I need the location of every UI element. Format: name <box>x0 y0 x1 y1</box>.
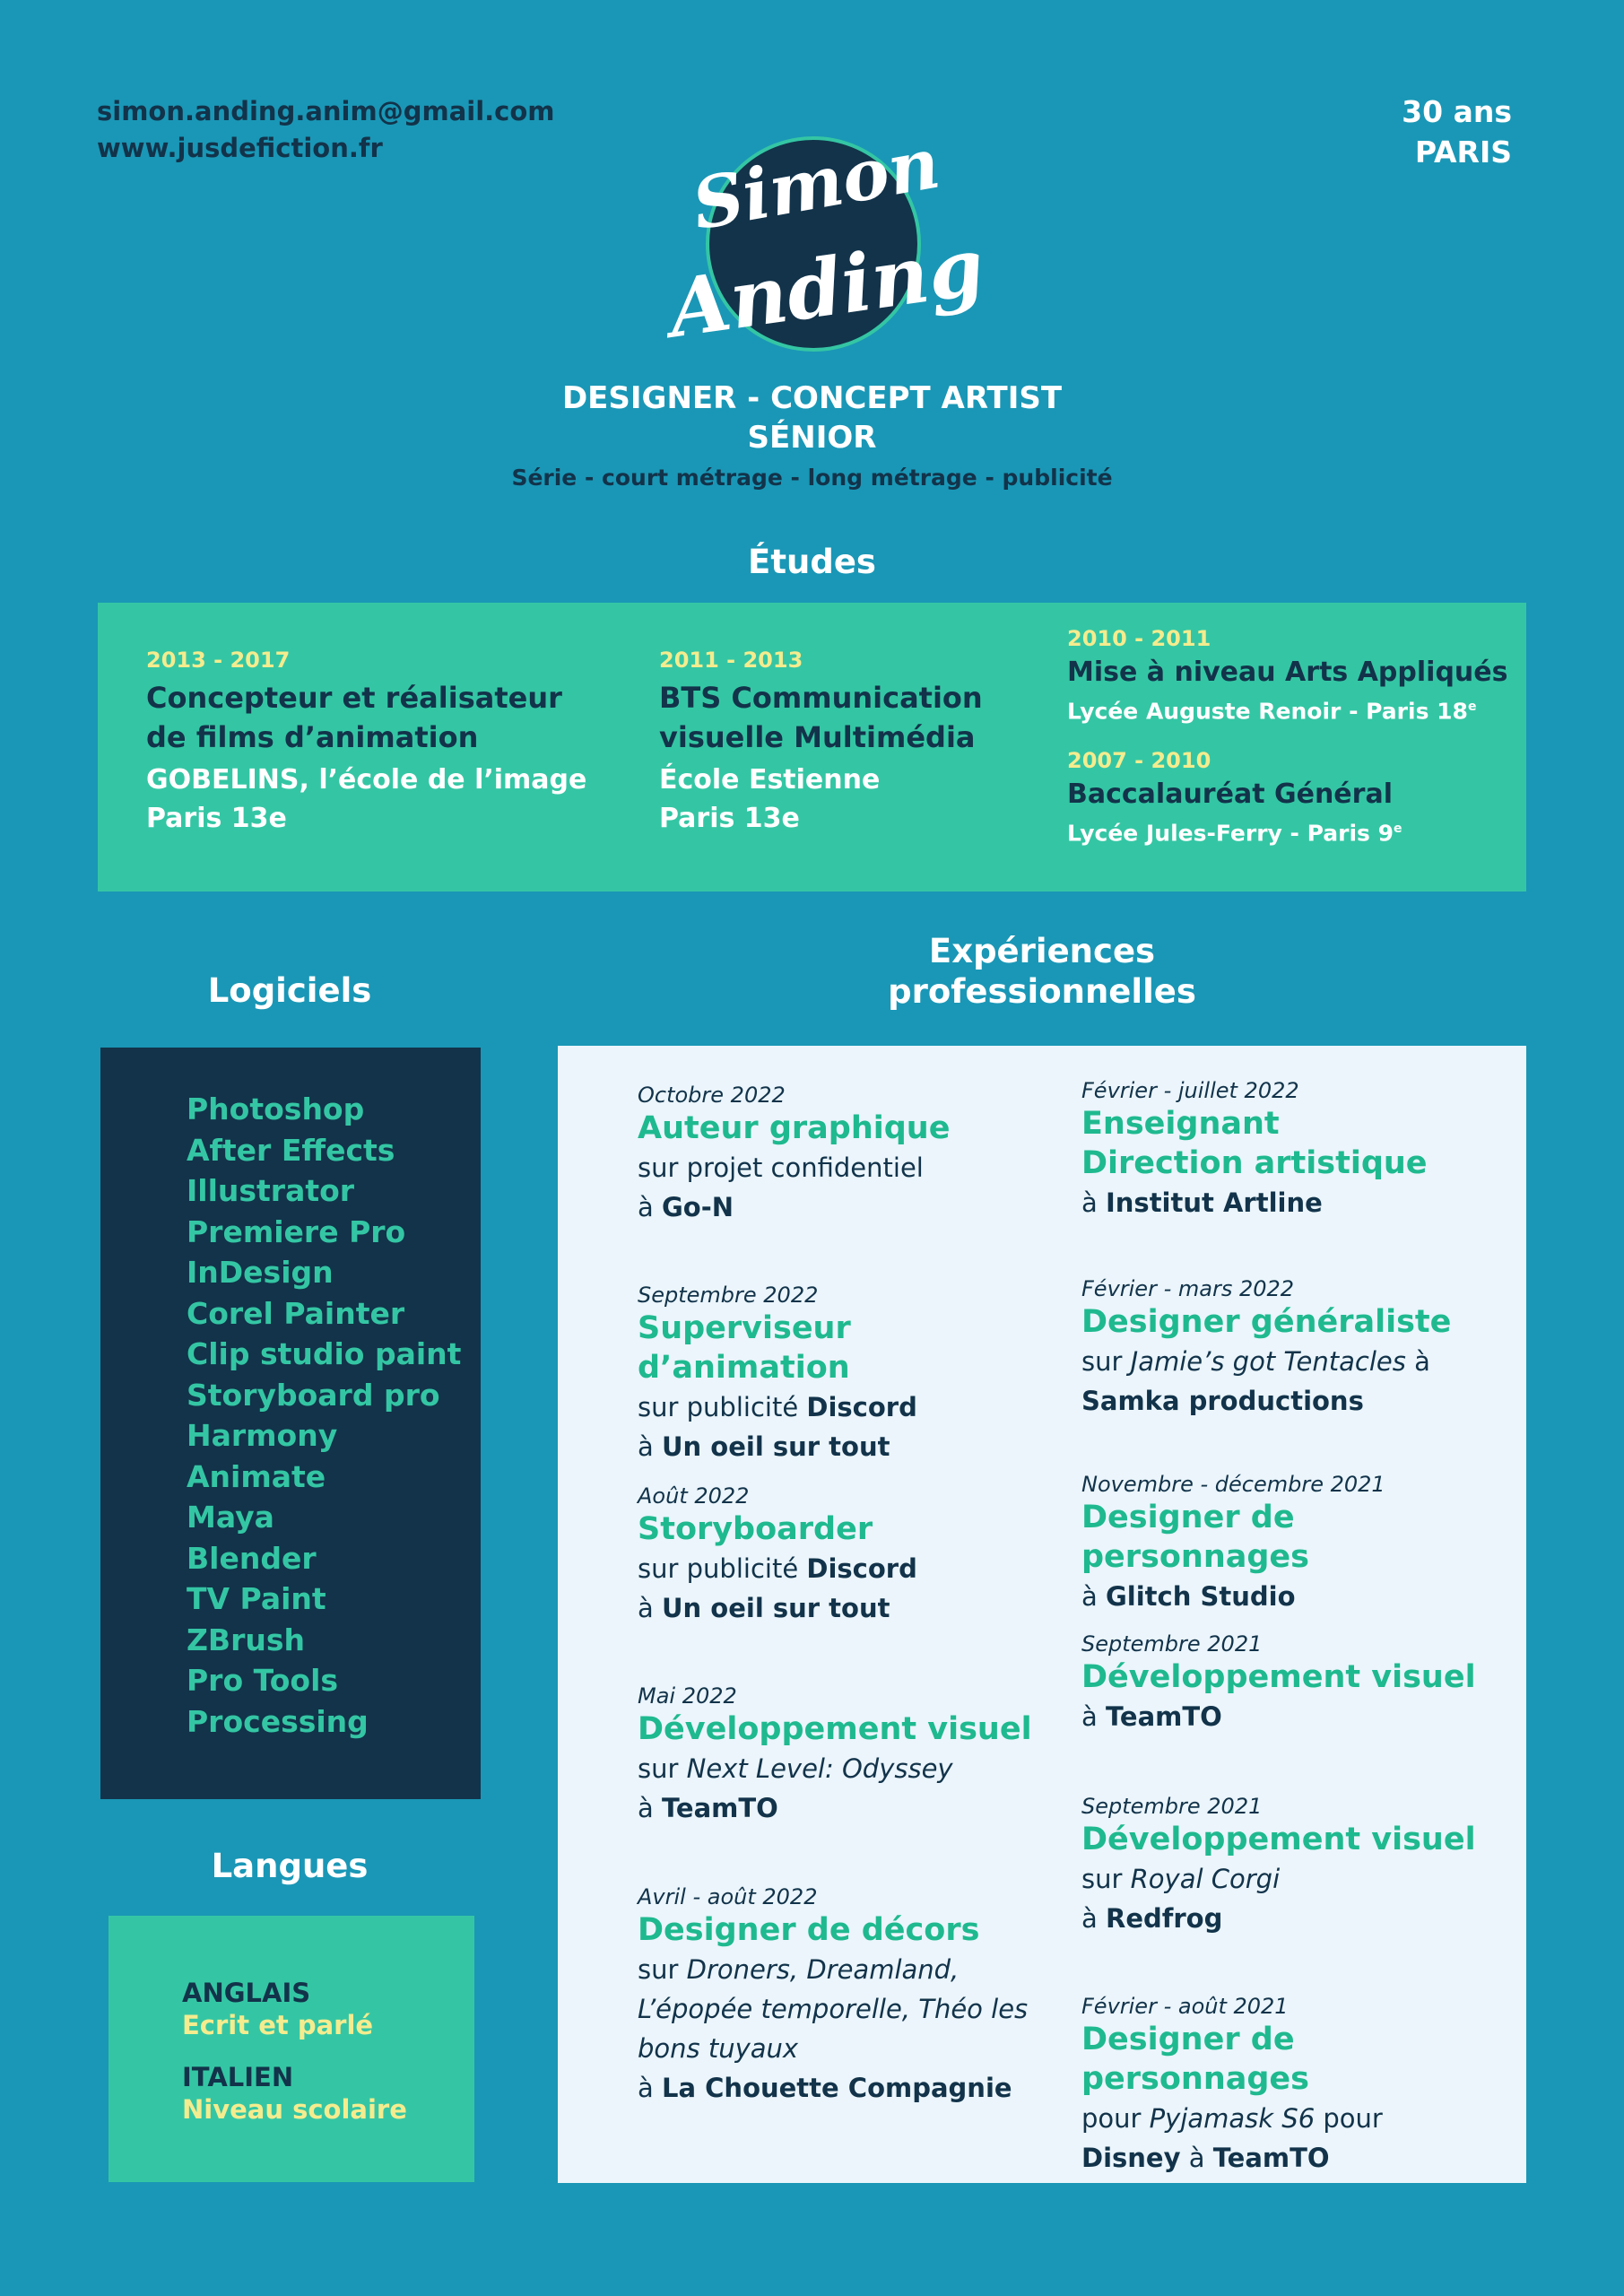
experience-item <box>1081 1993 1503 2178</box>
education-item <box>146 648 586 838</box>
language-level: Ecrit et parlé <box>182 2010 374 2040</box>
age-text: 30 ans <box>1402 94 1512 129</box>
experience-text: à <box>638 1192 662 1222</box>
experience-company <box>1081 1183 1503 1222</box>
education-degree-line: BTS Communication <box>659 681 983 715</box>
experience-text: à <box>1405 1346 1430 1377</box>
education-degree-line: visuelle Multimédia <box>659 720 976 754</box>
experience-text: pour <box>1315 2103 1383 2134</box>
experience-project: Droners, Dreamland, <box>686 1954 960 1985</box>
experience-company <box>638 1788 1059 1828</box>
age-city-block <box>1402 91 1512 172</box>
education-school-text: Lycée Auguste Renoir - Paris 18 <box>1067 698 1468 725</box>
education-degree-line: Concepteur et réalisateur <box>146 681 562 715</box>
experience-project: Next Level: Odyssey <box>686 1753 953 1784</box>
experience-role-line: Enseignant <box>1081 1106 1280 1142</box>
software-item: After Effects <box>187 1132 395 1168</box>
education-school <box>146 761 586 838</box>
experience-company <box>1081 1899 1503 1938</box>
education-degree: Baccalauréat Général <box>1067 778 1393 810</box>
experience-item <box>638 1082 1059 1227</box>
experience-date: Avril - août 2022 <box>638 1884 818 1909</box>
experience-item <box>1081 1793 1503 1938</box>
software-item: Blender <box>187 1540 317 1576</box>
experience-detail <box>638 1387 1059 1427</box>
education-years: 2010 - 2011 <box>1067 626 1211 651</box>
experience-role: Développement visuel <box>1081 1659 1476 1695</box>
experience-text: pour <box>1081 2103 1150 2134</box>
experiences-heading-line: professionnelles <box>888 972 1196 1011</box>
experience-item <box>1081 1275 1503 1421</box>
job-title <box>0 378 1624 457</box>
education-years: 2007 - 2010 <box>1067 748 1211 773</box>
experience-client: Discord <box>806 1553 917 1584</box>
education-item <box>1067 748 1403 849</box>
experience-item <box>638 1282 1059 1466</box>
experience-detail: bons tuyaux <box>638 2033 799 2064</box>
experience-text: sur <box>1081 1864 1131 1894</box>
experience-project: Jamie’s got Tentacles <box>1130 1346 1406 1377</box>
etudes-panel <box>98 603 1526 891</box>
experience-company <box>638 2068 1059 2108</box>
experience-date: Février - juillet 2022 <box>1081 1078 1299 1103</box>
experience-role: Auteur graphique <box>638 1110 951 1146</box>
experience-detail <box>638 1549 1059 1588</box>
experience-company-name: Redfrog <box>1106 1903 1223 1934</box>
experience-company-name: Un oeil sur tout <box>662 1593 890 1623</box>
education-item <box>659 648 983 838</box>
experience-item <box>1081 1077 1503 1222</box>
experience-company <box>638 1588 1059 1628</box>
education-item <box>1067 626 1507 727</box>
software-item: Maya <box>187 1500 274 1535</box>
experience-role <box>1081 1104 1503 1183</box>
job-subtitle: Série - court métrage - long métrage - publicité <box>511 465 1113 491</box>
experience-text: sur publicité <box>638 1553 807 1584</box>
language-level: Niveau scolaire <box>182 2094 407 2125</box>
experience-date: Mai 2022 <box>638 1683 737 1709</box>
experience-detail <box>638 1749 1059 1788</box>
experience-item <box>1081 1631 1503 1736</box>
experience-company-name: TeamTO <box>1212 2143 1330 2173</box>
education-school-line: Paris 13e <box>659 803 800 834</box>
etudes-heading: Études <box>748 543 876 581</box>
education-degree <box>659 678 983 757</box>
experience-company-name: Samka productions <box>1081 1386 1364 1416</box>
experience-role: Développement visuel <box>638 1711 1032 1747</box>
experience-date: Août 2022 <box>638 1483 750 1509</box>
experience-role: Storyboarder <box>638 1511 873 1547</box>
email-link[interactable]: simon.anding.anim@gmail.com <box>97 96 555 126</box>
language-name: ANGLAIS <box>182 1978 311 2008</box>
experience-text: sur <box>638 1954 687 1985</box>
experience-text: à <box>1081 1903 1106 1934</box>
experience-company-name: Go-N <box>662 1192 734 1222</box>
experience-text: sur <box>1081 1346 1131 1377</box>
experience-company <box>1081 1577 1503 1616</box>
software-item: Clip studio paint <box>187 1336 462 1371</box>
contact-block <box>97 93 555 167</box>
education-degree-line: de films d’animation <box>146 720 479 754</box>
experience-date: Février - mars 2022 <box>1081 1276 1295 1301</box>
experience-detail: L’épopée temporelle, Théo les <box>638 1994 1029 2024</box>
experience-date: Novembre - décembre 2021 <box>1081 1472 1385 1497</box>
experience-role-line: Direction artistique <box>1081 1145 1428 1181</box>
software-item: TV Paint <box>187 1581 326 1616</box>
software-item: Processing <box>187 1703 369 1739</box>
software-item: Storyboard pro <box>187 1377 440 1413</box>
langues-heading: Langues <box>211 1847 369 1885</box>
experiences-heading <box>558 931 1526 1012</box>
logiciels-panel <box>100 1048 481 1799</box>
experience-detail <box>1081 1342 1503 1381</box>
experience-company-name: Un oeil sur tout <box>662 1431 890 1462</box>
experience-date: Octobre 2022 <box>638 1083 786 1108</box>
experience-company <box>638 1427 1059 1466</box>
software-item: Harmony <box>187 1418 338 1453</box>
experience-text: à <box>1180 2143 1213 2173</box>
experience-item <box>638 1483 1059 1628</box>
experience-company-name: TeamTO <box>1106 1701 1222 1732</box>
education-school-sup: e <box>1467 700 1477 714</box>
experience-project: Royal Corgi <box>1130 1864 1281 1894</box>
experience-client: Disney <box>1081 2143 1181 2173</box>
education-school-line: Paris 13e <box>146 803 287 834</box>
experience-company-name: Institut Artline <box>1106 1187 1323 1218</box>
education-school-line: GOBELINS, l’école de l’image <box>146 764 587 796</box>
experience-role: Designer de décors <box>638 1912 980 1948</box>
experiences-panel <box>558 1046 1526 2183</box>
experience-detail: sur projet confidentiel <box>638 1152 924 1183</box>
education-school-text: Lycée Jules-Ferry - Paris 9 <box>1067 820 1394 847</box>
city-text: PARIS <box>1414 135 1512 170</box>
langues-panel <box>109 1916 474 2182</box>
experience-company <box>1081 1381 1503 1421</box>
language-item <box>182 1977 373 2041</box>
experience-text: sur <box>638 1753 687 1784</box>
experience-text: à <box>638 1431 662 1462</box>
experience-company-name: Glitch Studio <box>1106 1581 1296 1612</box>
education-years: 2013 - 2017 <box>146 648 291 673</box>
experience-item <box>638 1883 1059 2108</box>
education-degree <box>146 678 586 757</box>
experience-date: Septembre 2021 <box>1081 1631 1263 1657</box>
experience-item <box>1081 1471 1503 1616</box>
experience-text: à <box>1081 1187 1106 1218</box>
software-list <box>187 1089 461 1742</box>
experience-role: Développement visuel <box>1081 1822 1476 1857</box>
education-school <box>1067 813 1403 849</box>
job-title-line2: SÉNIOR <box>747 420 877 456</box>
job-title-line1: DESIGNER - CONCEPT ARTIST <box>561 380 1063 416</box>
experience-text: à <box>1081 1581 1106 1612</box>
experience-date: Septembre 2021 <box>1081 1794 1263 1819</box>
software-item: Animate <box>187 1458 326 1494</box>
experience-date: Février - août 2021 <box>1081 1994 1289 2019</box>
software-item: Photoshop <box>187 1091 365 1126</box>
experiences-heading-line: Expériences <box>928 932 1156 970</box>
experience-detail <box>1081 2099 1503 2138</box>
website-link[interactable]: www.jusdefiction.fr <box>97 133 383 163</box>
experience-detail <box>1081 1859 1503 1899</box>
experience-text: à <box>638 2073 662 2103</box>
experience-text: à <box>638 1793 662 1823</box>
experience-text: à <box>638 1593 662 1623</box>
experience-role: Designer de personnages <box>1081 2022 1310 2097</box>
experience-company-name: TeamTO <box>662 1793 778 1823</box>
software-item: Premiere Pro <box>187 1213 406 1249</box>
experience-detail <box>638 1950 1059 1989</box>
education-school-line: École Estienne <box>659 764 881 796</box>
experience-client: Discord <box>806 1392 917 1422</box>
experience-role: Designer de personnages <box>1081 1500 1310 1575</box>
software-item: Corel Painter <box>187 1295 405 1331</box>
name-logo <box>663 122 990 359</box>
logo-first-name: Simon <box>686 122 946 247</box>
experience-text: sur publicité <box>638 1392 807 1422</box>
experience-company <box>638 1187 1059 1227</box>
software-item: Illustrator <box>187 1173 355 1208</box>
language-item <box>182 2061 407 2126</box>
language-name: ITALIEN <box>182 2062 294 2092</box>
software-item: ZBrush <box>187 1622 305 1657</box>
education-school <box>659 761 983 838</box>
education-school-sup: e <box>1394 822 1403 836</box>
software-item: InDesign <box>187 1255 334 1290</box>
education-school <box>1067 691 1507 727</box>
education-years: 2011 - 2013 <box>659 648 803 673</box>
education-degree: Mise à niveau Arts Appliqués <box>1067 657 1508 688</box>
experience-text: à <box>1081 1701 1106 1732</box>
experience-date: Septembre 2022 <box>638 1283 819 1308</box>
experience-item <box>638 1683 1059 1828</box>
experience-project: Pyjamask S6 <box>1149 2103 1316 2134</box>
software-item: Pro Tools <box>187 1663 339 1698</box>
logiciels-heading: Logiciels <box>207 971 372 1010</box>
experience-company <box>1081 2138 1503 2178</box>
experience-company <box>1081 1697 1503 1736</box>
experience-company-name: La Chouette Compagnie <box>662 2073 1012 2103</box>
experience-role: Superviseur d’animation <box>638 1310 851 1386</box>
logo-last-name: Anding <box>663 219 990 356</box>
experience-role: Designer généraliste <box>1081 1304 1452 1340</box>
